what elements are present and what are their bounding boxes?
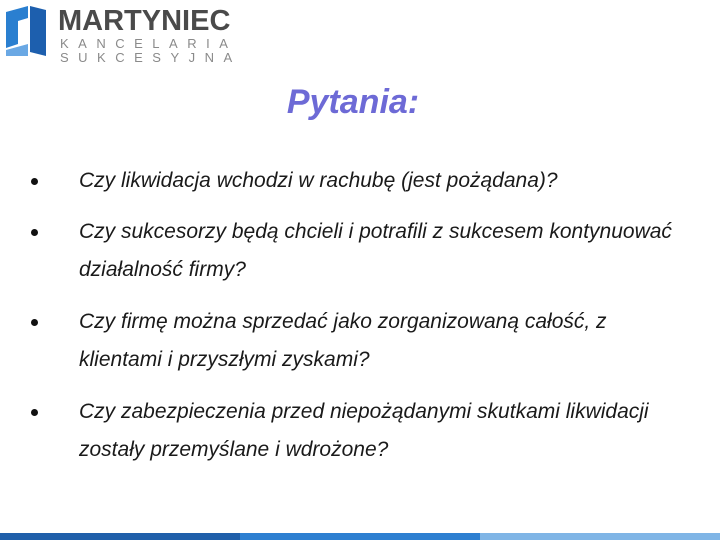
bullet-text: Czy likwidacja wchodzi w rachubę (jest pożądana)? (79, 169, 558, 192)
logo-subtitle-line2: SUKCESYJNA (60, 50, 242, 65)
bullet-text: Czy firmę można sprzedać jako zorganizowaną całość, z klientami i przyszłymi zyskami? (79, 310, 607, 371)
logo-subtitle-line1: KANCELARIA (60, 36, 238, 51)
footer-bar (0, 533, 720, 540)
bullet-dot-icon (31, 229, 38, 236)
bullet-text: Czy zabezpieczenia przed niepożądanymi skutkami likwidacji zostały przemyślane i wdrożone? (79, 400, 649, 461)
footer-segment (480, 533, 720, 540)
logo-name: MARTYNIEC (58, 5, 231, 37)
footer-segment (0, 533, 240, 540)
footer-segment (240, 533, 480, 540)
bullet-dot-icon (31, 178, 38, 185)
square-frame-logo-icon (4, 4, 48, 58)
bullet-text: Czy sukcesorzy będą chcieli i potrafili z sukcesem kontynuować działalność firmy? (79, 220, 672, 281)
bullet-dot-icon (31, 409, 38, 416)
logo (4, 4, 244, 66)
bullet-dot-icon (31, 319, 38, 326)
slide-title: Pytania: (286, 83, 420, 121)
